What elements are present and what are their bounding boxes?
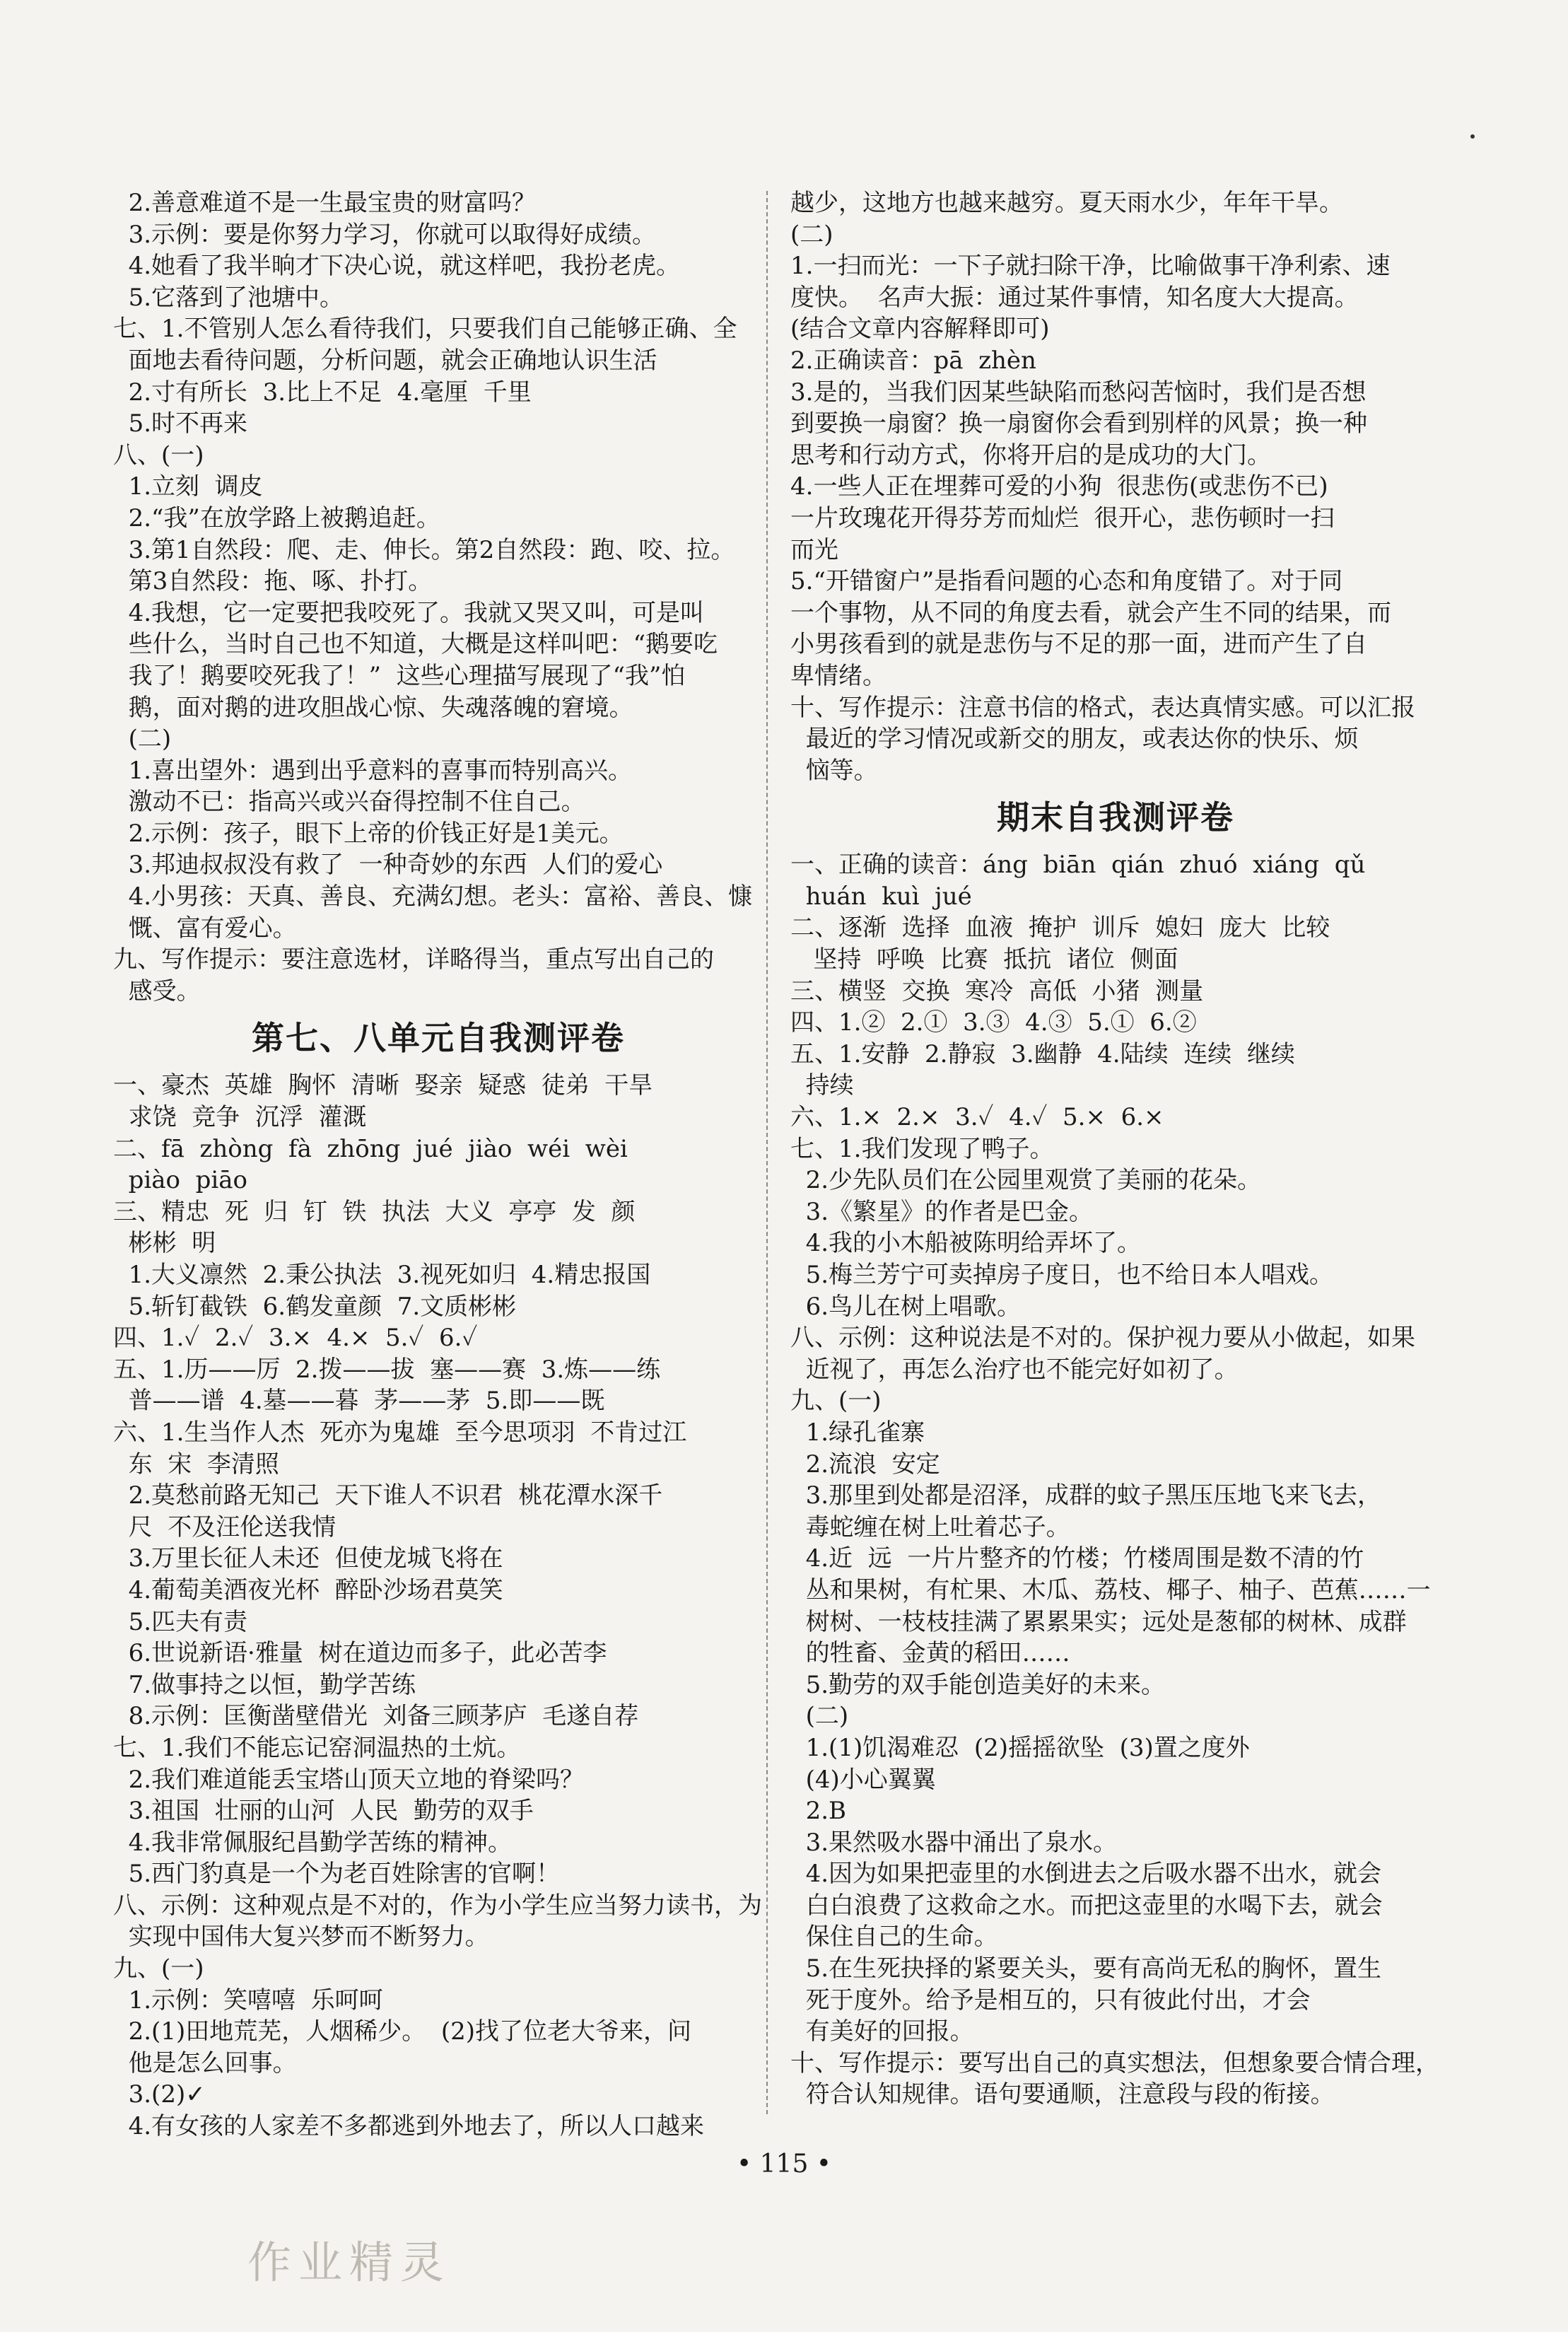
answer-line: 小男孩看到的就是悲伤与不足的那一面，进而产生了自 — [790, 630, 1367, 659]
answer-line: 5.梅兰芳宁可卖掉房子度日，也不给日本人唱戏。 — [790, 1261, 1334, 1289]
answer-line: 有美好的回报。 — [790, 2017, 974, 2046]
answer-line: 3.祖国 壮丽的山河 人民 勤劳的双手 — [113, 1797, 534, 1826]
answer-line: 卑情绪。 — [790, 661, 887, 690]
answer-line: 感受。 — [113, 976, 201, 1005]
section-heading: 期末自我测评卷 — [997, 798, 1234, 837]
answer-line: 1.一扫而光：一下子就扫除干净，比喻做事干净利索、速 — [790, 252, 1391, 281]
answer-line: 彬彬 明 — [113, 1229, 216, 1258]
answer-line: 3.(2)✓ — [113, 2080, 206, 2109]
answer-line: 越少，这地方也越来越穷。夏天雨水少，年年干旱。 — [790, 189, 1343, 217]
answer-line: 九、(一) — [790, 1387, 882, 1416]
answer-line: 些什么，当时自己也不知道，大概是这样叫吧：“鹅要吃 — [113, 630, 718, 659]
answer-line: 死于度外。给予是相互的，只有彼此付出，才会 — [790, 1986, 1311, 2015]
answer-line: 树树、一枝枝挂满了累累果实；远处是葱郁的树林、成群 — [790, 1607, 1407, 1636]
answer-line: huán kuì jué — [790, 882, 972, 911]
answer-line: 白白浪费了这救命之水。而把这壶里的水喝下去，就会 — [790, 1891, 1383, 1920]
right-column — [790, 187, 1441, 2111]
answer-line: 最近的学习情况或新交的朋友，或表达你的快乐、烦 — [790, 725, 1359, 754]
ink-dot — [1470, 134, 1475, 139]
answer-line: 一、正确的读音：áng biān qián zhuó xiáng qǔ — [790, 851, 1366, 880]
answer-line: 三、横竖 交换 寒冷 高低 小猪 测量 — [790, 976, 1204, 1005]
answer-line: 符合认知规律。语句要通顺，注意段与段的衔接。 — [790, 2080, 1335, 2109]
answer-line: 实现中国伟大复兴梦而不断努力。 — [113, 1923, 489, 1952]
answer-line: 2.善意难道不是一生最宝贵的财富吗？ — [113, 189, 537, 217]
answer-line: 1.大义凛然 2.秉公执法 3.视死如归 4.精忠报国 — [113, 1261, 651, 1289]
answer-line: 2.我们难道能丢宝塔山顶天立地的脊梁吗？ — [113, 1765, 585, 1794]
answer-line: 3.第1自然段：爬、走、伸长。第2自然段：跑、咬、拉。 — [113, 535, 735, 564]
answer-line: 6.世说新语·雅量 树在道边而多子，此必苦李 — [113, 1639, 607, 1668]
answer-line: 七、1.我们发现了鸭子。 — [790, 1134, 1054, 1163]
page-number: • 115 • — [736, 2150, 832, 2179]
left-column — [113, 187, 763, 2142]
answer-line: 第3自然段：拖、啄、扑打。 — [113, 567, 433, 596]
answer-line: 4.有女孩的人家差不多都逃到外地去了，所以人口越来 — [113, 2112, 705, 2141]
answer-line: 四、1.✓ 2.✓ 3.× 4.× 5.✓ 6.✓ — [113, 1324, 478, 1353]
answer-line: (4)小心翼翼 — [790, 1765, 936, 1794]
answer-line: 1.绿孔雀寨 — [790, 1418, 925, 1447]
answer-line: 九、写作提示：要注意选材，详略得当，重点写出自己的 — [113, 945, 714, 974]
answer-line: 一片玫瑰花开得芬芳而灿烂 很开心，悲伤顿时一扫 — [790, 503, 1335, 532]
answer-line: 5.它落到了池塘中。 — [113, 283, 344, 312]
answer-line: 鹅，面对鹅的进攻胆战心惊、失魂落魄的窘境。 — [113, 693, 633, 722]
answer-line: 5.西门豹真是一个为老百姓除害的官啊！ — [113, 1860, 561, 1889]
answer-line: 三、精忠 死 归 钉 铁 执法 大义 亭亭 发 颜 — [113, 1197, 636, 1226]
answer-line: 3.邦迪叔叔没有救了 一种奇妙的东西 人们的爱心 — [113, 851, 663, 880]
answer-line: 3.《繁星》的作者是巴金。 — [790, 1197, 1094, 1226]
answer-line: 他是怎么回事。 — [113, 2048, 297, 2077]
answer-line: (二) — [790, 1702, 849, 1731]
answer-line: 二、逐渐 选择 血液 掩护 训斥 媳妇 庞大 比较 — [790, 914, 1330, 943]
answer-line: 十、写作提示：要写出自己的真实想法，但想象要合情合理， — [790, 2048, 1439, 2077]
answer-line: 丛和果树，有杧果、木瓜、荔枝、椰子、柚子、芭蕉……一 — [790, 1575, 1431, 1604]
answer-line: (二) — [113, 725, 172, 754]
answer-line: piào piāo — [113, 1166, 247, 1195]
answer-line: 4.她看了我半晌才下决心说，就这样吧，我扮老虎。 — [113, 252, 681, 281]
answer-line: 近视了，再怎么治疗也不能完好如初了。 — [790, 1355, 1239, 1384]
answer-line: 持续 — [790, 1071, 854, 1100]
answer-line: 5.在生死抉择的紧要关头，要有高尚无私的胸怀，置生 — [790, 1954, 1382, 1983]
answer-line: 一、豪杰 英雄 胸怀 清晰 娶亲 疑惑 徒弟 干旱 — [113, 1071, 653, 1100]
answer-line: 八、示例：这种说法是不对的。保护视力要从小做起，如果 — [790, 1324, 1415, 1353]
answer-line: 4.近 远 一片片整齐的竹楼；竹楼周围是数不清的竹 — [790, 1544, 1364, 1573]
answer-line: (结合文章内容解释即可) — [790, 315, 1050, 344]
answer-line: 四、1.② 2.① 3.③ 4.③ 5.① 6.② — [790, 1008, 1197, 1037]
answer-line: 2.示例：孩子，眼下上帝的价钱正好是1美元。 — [113, 819, 624, 848]
answer-line: 5.“开错窗户”是指看问题的心态和角度错了。对于同 — [790, 567, 1343, 596]
answer-line: 六、1.生当作人杰 死亦为鬼雄 至今思项羽 不肯过江 — [113, 1418, 687, 1447]
answer-line: 思考和行动方式，你将开启的是成功的大门。 — [790, 441, 1271, 470]
answer-line: 3.万里长征人未还 但使龙城飞将在 — [113, 1544, 503, 1573]
answer-line: 求饶 竞争 沉浮 灌溉 — [113, 1103, 367, 1132]
answer-line: 尺 不及汪伦送我情 — [113, 1512, 337, 1541]
column-divider — [766, 191, 768, 2114]
answer-line: 2.流浪 安定 — [790, 1450, 940, 1479]
answer-line: 3.那里到处都是沼泽，成群的蚊子黑压压地飞来飞去， — [790, 1481, 1382, 1510]
answer-line: 度快。 名声大振：通过某件事情，知名度大大提高。 — [790, 283, 1359, 312]
answer-line: 八、(一) — [113, 441, 204, 470]
answer-line: 十、写作提示：注意书信的格式，表达真情实感。可以汇报 — [790, 693, 1415, 722]
answer-line: 3.是的，当我们因某些缺陷而愁闷苦恼时，我们是否想 — [790, 378, 1367, 407]
answer-line: 2.少先队员们在公园里观赏了美丽的花朵。 — [790, 1166, 1262, 1195]
answer-line: 七、1.我们不能忘记窑洞温热的土炕。 — [113, 1733, 521, 1762]
answer-line: 1.立刻 调皮 — [113, 472, 263, 501]
answer-line: 五、1.历——厉 2.拨——拔 塞——赛 3.炼——练 — [113, 1355, 661, 1384]
answer-line: 八、示例：这种观点是不对的，作为小学生应当努力读书，为 — [113, 1891, 762, 1920]
answer-line: 5.勤劳的双手能创造美好的未来。 — [790, 1670, 1166, 1699]
answer-line: 4.一些人正在埋葬可爱的小狗 很悲伤(或悲伤不已) — [790, 472, 1328, 501]
answer-line: 七、1.不管别人怎么看待我们，只要我们自己能够正确、全 — [113, 315, 737, 344]
answer-line: 九、(一) — [113, 1954, 204, 1983]
answer-line: 3.果然吸水器中涌出了泉水。 — [790, 1828, 1118, 1857]
answer-line: (二) — [790, 220, 833, 249]
answer-line: 1.(1)饥渴难忍 (2)摇摇欲坠 (3)置之度外 — [790, 1733, 1250, 1762]
answer-line: 4.葡萄美酒夜光杯 醉卧沙场君莫笑 — [113, 1575, 503, 1604]
answer-line: 坚持 呼唤 比赛 抵抗 诸位 侧面 — [790, 945, 1178, 974]
answer-line: 的牲畜、金黄的稻田…… — [790, 1639, 1070, 1668]
answer-line: 1.喜出望外：遇到出乎意料的喜事而特别高兴。 — [113, 756, 633, 785]
answer-line: 2.“我”在放学路上被鹅追赶。 — [113, 503, 440, 532]
answer-line: 普——谱 4.墓——暮 茅——茅 5.即——既 — [113, 1387, 605, 1416]
answer-line: 六、1.× 2.× 3.✓ 4.✓ 5.× 6.× — [790, 1103, 1164, 1132]
answer-line: 1.示例：笑嘻嘻 乐呵呵 — [113, 1986, 383, 2015]
answer-line: 4.因为如果把壶里的水倒进去之后吸水器不出水，就会 — [790, 1860, 1382, 1889]
section-heading: 第七、八单元自我测评卷 — [252, 1019, 625, 1058]
answer-line: 4.小男孩：天真、善良、充满幻想。老头：富裕、善良、慷 — [113, 882, 753, 911]
answer-line: 而光 — [790, 535, 838, 564]
answer-line: 面地去看待问题，分析问题，就会正确地认识生活 — [113, 346, 657, 375]
answer-line: 5.斩钉截铁 6.鹤发童颜 7.文质彬彬 — [113, 1292, 517, 1321]
answer-line: 到要换一扇窗？换一扇窗你会看到别样的风景；换一种 — [790, 409, 1367, 438]
answer-line: 激动不已：指高兴或兴奋得控制不住自己。 — [113, 788, 585, 817]
answer-line: 一个事物，从不同的角度去看，就会产生不同的结果，而 — [790, 598, 1391, 627]
answer-line: 2.(1)田地荒芜，人烟稀少。 (2)找了位老大爷来，问 — [113, 2017, 691, 2046]
answer-line: 5.时不再来 — [113, 409, 248, 438]
answer-line: 慨、富有爱心。 — [113, 914, 297, 943]
answer-line: 4.我想，它一定要把我咬死了。我就又哭又叫，可是叫 — [113, 598, 705, 627]
answer-line: 4.我非常佩服纪昌勤学苦练的精神。 — [113, 1828, 513, 1857]
answer-line: 2.B — [790, 1797, 847, 1826]
answer-line: 2.寸有所长 3.比上不足 4.毫厘 千里 — [113, 378, 532, 407]
answer-line: 保住自己的生命。 — [790, 1923, 998, 1952]
answer-line: 5.匹夫有责 — [113, 1607, 248, 1636]
answer-line: 6.鸟儿在树上唱歌。 — [790, 1292, 1022, 1321]
answer-line: 7.做事持之以恒，勤学苦练 — [113, 1670, 416, 1699]
answer-line: 毒蛇缠在树上吐着芯子。 — [790, 1512, 1070, 1541]
answer-line: 五、1.安静 2.静寂 3.幽静 4.陆续 连续 继续 — [790, 1039, 1295, 1068]
answer-line: 二、fā zhòng fà zhōng jué jiào wéi wèi — [113, 1134, 628, 1163]
answer-line: 东 宋 李清照 — [113, 1450, 279, 1479]
answer-line: 2.莫愁前路无知己 天下谁人不识君 桃花潭水深千 — [113, 1481, 663, 1510]
answer-line: 我了！鹅要咬死我了！” 这些心理描写展现了“我”怕 — [113, 661, 686, 690]
watermark: 作业精灵 — [247, 2237, 452, 2288]
answer-line: 4.我的小木船被陈明给弄坏了。 — [790, 1229, 1142, 1258]
answer-line: 恼等。 — [790, 756, 878, 785]
answer-line: 8.示例：匡衡凿壁借光 刘备三顾茅庐 毛遂自荐 — [113, 1702, 639, 1731]
answer-line: 3.示例：要是你努力学习，你就可以取得好成绩。 — [113, 220, 657, 249]
answer-line: 2.正确读音：pā zhèn — [790, 346, 1036, 375]
